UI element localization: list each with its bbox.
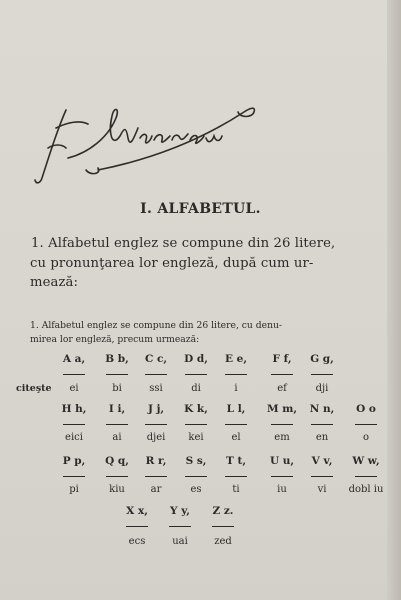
divider-dash — [185, 476, 207, 477]
paragraph-1-line-1 — [30, 234, 360, 254]
pronunciation-cell: i — [234, 383, 238, 394]
letter-cell: U u, — [269, 455, 295, 467]
pronunciation-cell: ai — [112, 432, 122, 443]
pronunciation-cell: el — [231, 432, 241, 443]
letter-row — [0, 505, 401, 521]
pronunciation-cell: ti — [232, 484, 240, 495]
divider-dash — [185, 424, 207, 425]
pronunciation-cell: uai — [172, 536, 188, 547]
divider-dash — [271, 476, 293, 477]
letter-cell: H h, — [61, 403, 87, 415]
divider-dash — [225, 374, 247, 375]
letter-row — [0, 403, 401, 419]
pronunciation-cell: bi — [112, 383, 122, 394]
paragraph-1-text-1: Alfabetul englez se compune din 26 litere, — [48, 236, 336, 251]
paragraph-2 — [30, 319, 360, 347]
divider-dash — [145, 374, 167, 375]
divider-dash — [106, 476, 128, 477]
divider-dash — [225, 476, 247, 477]
letter-cell: L l, — [226, 403, 246, 415]
pronunciation-cell: kei — [188, 432, 204, 443]
pronunciation-row — [0, 432, 401, 448]
letter-cell: O o — [356, 403, 376, 415]
handwritten-signature — [28, 98, 268, 188]
letter-cell: J j, — [147, 403, 165, 415]
paragraph-1-line-2: cu pronunţarea lor engleză, după cum ur- — [30, 255, 314, 271]
paragraph-2-line-1 — [30, 319, 360, 333]
letter-cell: T t, — [226, 455, 246, 467]
divider-dash — [63, 424, 85, 425]
letter-cell: E e, — [225, 353, 247, 365]
paragraph-1 — [30, 234, 360, 293]
letter-cell: C c, — [144, 353, 168, 365]
divider-dash — [106, 424, 128, 425]
divider-dash — [106, 374, 128, 375]
pronunciation-cell: ei — [69, 383, 79, 394]
divider-dash — [212, 526, 234, 527]
pronunciation-row — [0, 383, 401, 399]
pronunciation-cell: em — [274, 432, 290, 443]
letter-cell: X x, — [126, 505, 148, 517]
letter-cell: G g, — [310, 353, 334, 365]
pronunciation-cell: en — [315, 432, 329, 443]
letter-cell: Z z. — [212, 505, 234, 517]
letter-cell: P p, — [62, 455, 86, 467]
letter-cell: A a, — [62, 353, 86, 365]
pronunciation-cell: di — [191, 383, 201, 394]
pronunciation-row — [0, 484, 401, 500]
letter-cell: R r, — [145, 455, 167, 467]
row-label: citeşte — [16, 383, 52, 394]
pronunciation-cell: eici — [65, 432, 83, 443]
pronunciation-cell: zed — [214, 536, 232, 547]
pronunciation-cell: kiu — [109, 484, 125, 495]
letter-cell: Y y, — [170, 505, 190, 517]
letter-cell: M m, — [266, 403, 298, 415]
divider-dash — [63, 374, 85, 375]
pronunciation-cell: ssi — [149, 383, 163, 394]
section-title: I. ALFABETUL. — [140, 201, 261, 217]
letter-cell: B b, — [105, 353, 129, 365]
paragraph-2-number: 1. — [30, 320, 39, 331]
divider-dash — [311, 476, 333, 477]
divider-dash — [126, 526, 148, 527]
pronunciation-row — [0, 536, 401, 552]
paragraph-2-line-2: mirea lor engleză, precum urmează: — [30, 334, 200, 345]
pronunciation-cell: pi — [69, 484, 79, 495]
divider-dash — [271, 374, 293, 375]
pronunciation-cell: o — [362, 432, 370, 443]
letter-cell: S s, — [185, 455, 207, 467]
letter-cell: W w, — [352, 455, 380, 467]
divider-dash — [225, 424, 247, 425]
pronunciation-cell: es — [190, 484, 202, 495]
divider-dash — [145, 424, 167, 425]
letter-cell: Q q, — [105, 455, 129, 467]
letter-cell: F f, — [272, 353, 292, 365]
paragraph-1-line-3: mează: — [30, 275, 79, 290]
letter-cell: I i, — [108, 403, 126, 415]
divider-dash — [63, 476, 85, 477]
divider-dash — [185, 374, 207, 375]
divider-dash — [169, 526, 191, 527]
letter-cell: K k, — [184, 403, 208, 415]
divider-dash — [311, 424, 333, 425]
divider-dash — [271, 424, 293, 425]
paragraph-2-text-1: Alfabetul englez se compune din 26 litere, cu denu- — [41, 320, 283, 331]
pronunciation-cell: ar — [150, 484, 162, 495]
pronunciation-cell: vi — [317, 484, 327, 495]
pronunciation-cell: dji — [315, 383, 329, 394]
letter-cell: N n, — [309, 403, 335, 415]
letter-row — [0, 455, 401, 471]
letter-cell: D d, — [184, 353, 208, 365]
pronunciation-cell: iu — [277, 484, 287, 495]
divider-dash — [311, 374, 333, 375]
letter-cell: V v, — [311, 455, 333, 467]
letter-row — [0, 353, 401, 369]
paragraph-1-number: 1. — [31, 236, 44, 251]
divider-dash — [145, 476, 167, 477]
pronunciation-cell: ecs — [128, 536, 146, 547]
pronunciation-cell: djei — [146, 432, 166, 443]
pronunciation-cell: ef — [277, 383, 287, 394]
divider-dash — [355, 476, 377, 477]
divider-dash — [355, 424, 377, 425]
pronunciation-cell: dobl iu — [348, 484, 384, 495]
